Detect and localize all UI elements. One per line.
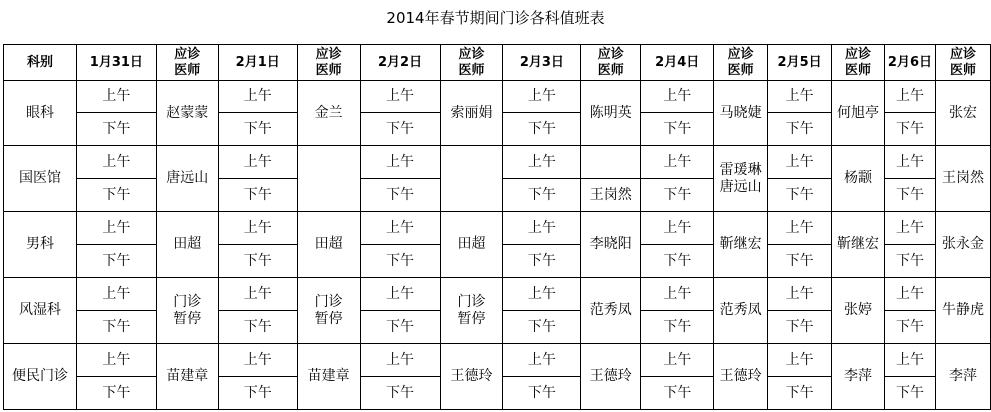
doctor-cell: 王岗然 <box>935 146 990 212</box>
header-date: 2月6日 <box>884 45 935 81</box>
shift-am: 上午 <box>503 344 581 377</box>
shift-pm: 下午 <box>768 377 832 410</box>
shift-am: 上午 <box>768 146 832 179</box>
shift-am: 上午 <box>76 278 156 311</box>
shift-am: 上午 <box>76 146 156 179</box>
department-row-am <box>4 278 991 311</box>
header-doctor: 应诊 医师 <box>714 45 768 81</box>
doctor-cell: 门诊 暂停 <box>297 278 360 344</box>
header-dept: 科别 <box>4 45 77 81</box>
shift-pm: 下午 <box>641 311 714 344</box>
header-date: 2月3日 <box>503 45 581 81</box>
doctor-cell: 杨颥 <box>832 146 885 212</box>
shift-am: 上午 <box>884 278 935 311</box>
doctor-cell: 索丽娟 <box>440 81 503 146</box>
doctor-cell: 靳继宏 <box>714 212 768 278</box>
shift-am: 上午 <box>218 344 297 377</box>
department-name: 男科 <box>4 212 77 278</box>
shift-am: 上午 <box>768 278 832 311</box>
doctor-cell: 王德玲 <box>581 344 641 410</box>
shift-pm: 下午 <box>218 245 297 278</box>
shift-pm: 下午 <box>360 179 440 212</box>
doctor-cell: 雷瑗琳 唐远山 <box>714 146 768 212</box>
header-doctor: 应诊 医师 <box>440 45 503 81</box>
header-date: 2月2日 <box>360 45 440 81</box>
shift-pm: 下午 <box>360 311 440 344</box>
department-row-am <box>4 212 991 245</box>
doctor-cell: 王岗然 <box>581 179 641 212</box>
header-date: 2月1日 <box>218 45 297 81</box>
doctor-cell: 马晓婕 <box>714 81 768 146</box>
doctor-cell <box>440 146 503 212</box>
header-doctor: 应诊 医师 <box>832 45 885 81</box>
shift-pm: 下午 <box>76 245 156 278</box>
header-doctor: 应诊 医师 <box>297 45 360 81</box>
doctor-cell: 王德玲 <box>714 344 768 410</box>
doctor-cell: 田超 <box>156 212 218 278</box>
doctor-cell: 张永金 <box>935 212 990 278</box>
shift-pm: 下午 <box>768 179 832 212</box>
doctor-cell: 田超 <box>440 212 503 278</box>
department-name: 便民门诊 <box>4 344 77 410</box>
doctor-cell: 范秀凤 <box>581 278 641 344</box>
shift-am: 上午 <box>641 278 714 311</box>
duty-schedule-table <box>3 44 991 410</box>
header-doctor: 应诊 医师 <box>156 45 218 81</box>
shift-am: 上午 <box>503 81 581 113</box>
doctor-cell: 赵蒙蒙 <box>156 81 218 146</box>
shift-pm: 下午 <box>884 377 935 410</box>
shift-pm: 下午 <box>503 377 581 410</box>
shift-am: 上午 <box>641 344 714 377</box>
shift-am: 上午 <box>641 81 714 113</box>
department-name: 眼科 <box>4 81 77 146</box>
shift-pm: 下午 <box>503 245 581 278</box>
shift-am: 上午 <box>218 81 297 113</box>
shift-pm: 下午 <box>641 113 714 146</box>
doctor-cell: 苗建章 <box>156 344 218 410</box>
doctor-cell: 李晓阳 <box>581 212 641 278</box>
department-name: 国医馆 <box>4 146 77 212</box>
doctor-cell: 陈明英 <box>581 81 641 146</box>
doctor-cell: 李萍 <box>832 344 885 410</box>
header-doctor: 应诊 医师 <box>581 45 641 81</box>
shift-pm: 下午 <box>503 179 581 212</box>
shift-am: 上午 <box>360 278 440 311</box>
doctor-cell: 张婷 <box>832 278 885 344</box>
doctor-cell: 唐远山 <box>156 146 218 212</box>
shift-am: 上午 <box>76 344 156 377</box>
shift-pm: 下午 <box>503 113 581 146</box>
shift-am: 上午 <box>884 81 935 113</box>
shift-pm: 下午 <box>768 311 832 344</box>
shift-pm: 下午 <box>884 245 935 278</box>
header-date: 2月5日 <box>768 45 832 81</box>
doctor-cell: 张宏 <box>935 81 990 146</box>
department-name: 风湿科 <box>4 278 77 344</box>
shift-pm: 下午 <box>884 179 935 212</box>
shift-am: 上午 <box>884 146 935 179</box>
header-doctor: 应诊 医师 <box>935 45 990 81</box>
shift-am: 上午 <box>503 212 581 245</box>
doctor-cell: 门诊 暂停 <box>156 278 218 344</box>
doctor-cell: 李萍 <box>935 344 990 410</box>
shift-pm: 下午 <box>218 113 297 146</box>
shift-pm: 下午 <box>641 179 714 212</box>
doctor-cell: 范秀凤 <box>714 278 768 344</box>
department-row-am <box>4 81 991 113</box>
shift-pm: 下午 <box>76 377 156 410</box>
shift-am: 上午 <box>768 81 832 113</box>
shift-pm: 下午 <box>218 311 297 344</box>
shift-am: 上午 <box>641 212 714 245</box>
doctor-cell <box>297 146 360 212</box>
doctor-cell: 田超 <box>297 212 360 278</box>
shift-am: 上午 <box>76 81 156 113</box>
shift-pm: 下午 <box>76 311 156 344</box>
shift-pm: 下午 <box>218 377 297 410</box>
shift-pm: 下午 <box>768 113 832 146</box>
header-row <box>4 45 991 81</box>
doctor-cell: 门诊 暂停 <box>440 278 503 344</box>
shift-pm: 下午 <box>884 113 935 146</box>
shift-am: 上午 <box>360 212 440 245</box>
header-date: 2月4日 <box>641 45 714 81</box>
shift-pm: 下午 <box>884 311 935 344</box>
doctor-cell: 王德玲 <box>440 344 503 410</box>
shift-am: 上午 <box>503 278 581 311</box>
doctor-cell: 苗建章 <box>297 344 360 410</box>
shift-pm: 下午 <box>76 179 156 212</box>
shift-pm: 下午 <box>641 245 714 278</box>
shift-am: 上午 <box>884 344 935 377</box>
shift-pm: 下午 <box>641 377 714 410</box>
doctor-cell-empty <box>581 146 641 179</box>
shift-am: 上午 <box>360 81 440 113</box>
shift-am: 上午 <box>360 344 440 377</box>
shift-pm: 下午 <box>218 179 297 212</box>
doctor-cell: 何旭亭 <box>832 81 885 146</box>
shift-pm: 下午 <box>503 311 581 344</box>
doctor-cell: 靳继宏 <box>832 212 885 278</box>
shift-am: 上午 <box>768 212 832 245</box>
shift-am: 上午 <box>503 146 581 179</box>
shift-am: 上午 <box>218 278 297 311</box>
shift-am: 上午 <box>218 146 297 179</box>
shift-am: 上午 <box>768 344 832 377</box>
doctor-cell: 牛静虎 <box>935 278 990 344</box>
shift-pm: 下午 <box>76 113 156 146</box>
shift-pm: 下午 <box>360 245 440 278</box>
doctor-cell: 金兰 <box>297 81 360 146</box>
shift-am: 上午 <box>218 212 297 245</box>
department-row-am <box>4 146 991 179</box>
shift-am: 上午 <box>360 146 440 179</box>
shift-am: 上午 <box>641 146 714 179</box>
shift-am: 上午 <box>76 212 156 245</box>
shift-pm: 下午 <box>360 377 440 410</box>
shift-pm: 下午 <box>360 113 440 146</box>
header-date: 1月31日 <box>76 45 156 81</box>
page-title: 2014年春节期间门诊各科值班表 <box>386 9 605 27</box>
department-row-am <box>4 344 991 377</box>
shift-am: 上午 <box>884 212 935 245</box>
shift-pm: 下午 <box>768 245 832 278</box>
